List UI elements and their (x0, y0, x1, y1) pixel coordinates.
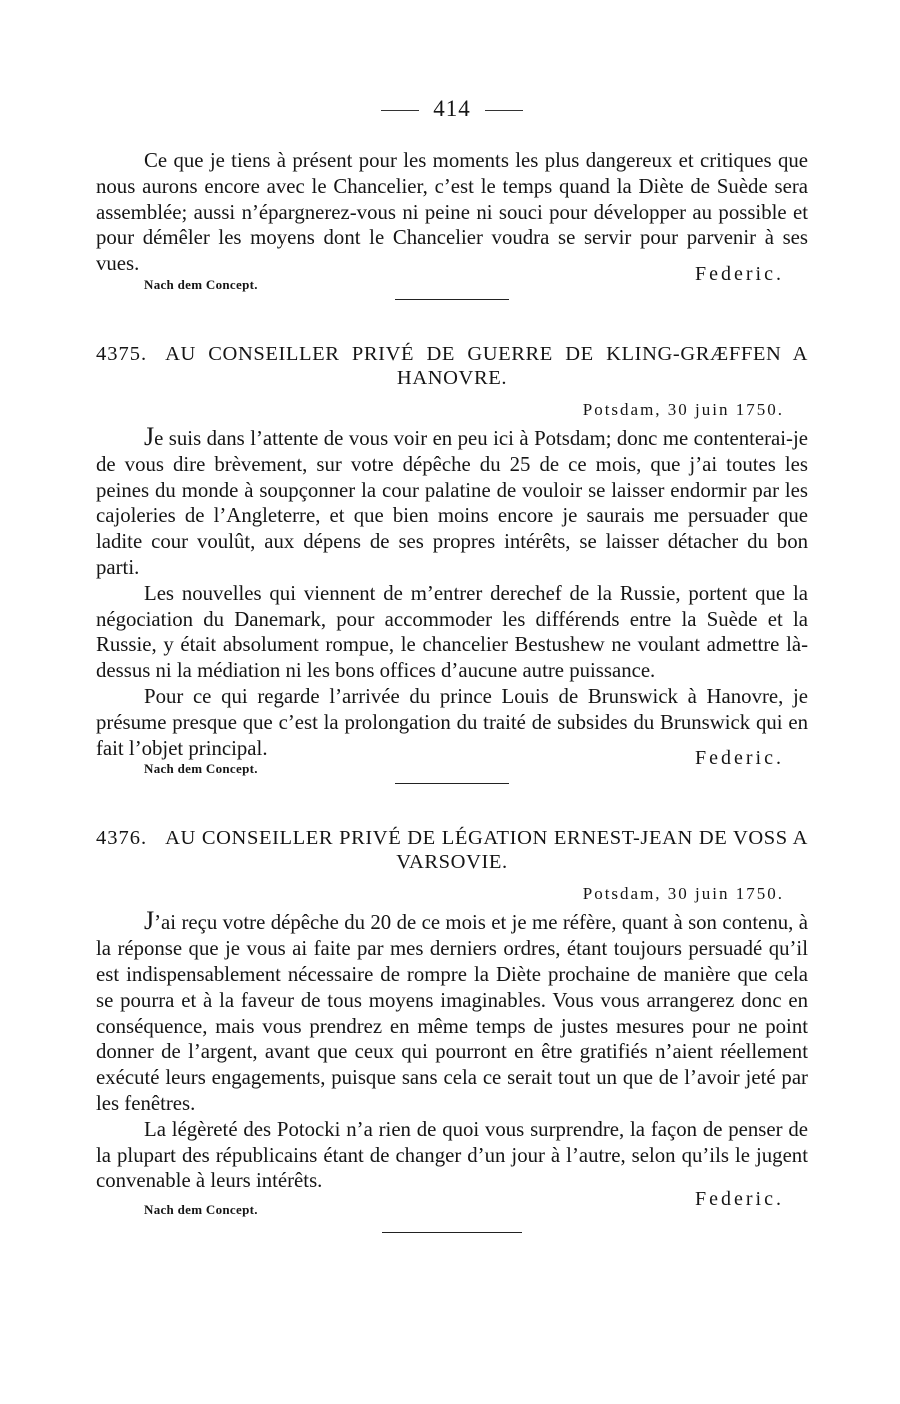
drop-cap: J (144, 906, 155, 936)
letter-heading-4375 (96, 342, 808, 390)
intro-source-note: Nach dem Concept. (144, 276, 258, 292)
page-number-dash-right (485, 110, 523, 111)
letter-number: 4375. (96, 342, 148, 365)
letter-source-note: Nach dem Concept. (144, 1202, 258, 1218)
letter-title: AU CONSEILLER PRIVÉ DE GUERRE DE KLING-GRÆFFEN A HANOVRE. (165, 342, 808, 389)
document-page (96, 96, 808, 1233)
intro-paragraph: Ce que je tiens à présent pour les moments les plus dangereux et critiques que nous aurons encore avec le Chancelier, c’est le temps quand la Diète de Suède sera assemblée; aussi n’épargnerez-vous ni peine ni souci pour développer au possible et pour démêler les moyens dont le Chancelier voudra se servir pour parvenir à ses vues. (96, 149, 808, 276)
letter-paragraph (96, 421, 808, 581)
letter-signature: Federic. (695, 747, 784, 770)
letter-source-note: Nach dem Concept. (144, 761, 258, 777)
section-divider (395, 783, 509, 784)
letter-dateline: Potsdam, 30 juin 1750. (582, 884, 784, 904)
letter-number: 4376. (96, 827, 148, 850)
letter-title: AU CONSEILLER PRIVÉ DE LÉGATION ERNEST-JEAN DE VOSS A VARSOVIE. (165, 827, 808, 874)
letter-signature-row (96, 1188, 808, 1220)
page-number-header (96, 96, 808, 126)
drop-cap: J (144, 421, 155, 451)
letter-paragraph: Pour ce qui regarde l’arrivée du prince Louis de Brunswick à Hanovre, je présume presque que c’est la prolongation du traité de subsides du Brunswick qui en fait l’objet principal. (96, 684, 808, 760)
letter-signature-row (96, 747, 808, 779)
paragraph-text: e suis dans l’attente de vous voir en peu ici à Potsdam; donc me contenterai-je de vous dire brèvement, sur votre dépêche du 25 de ce mois, que j’ai toutes les peines du monde à soupçonner la cour palatine de vouloir se laisser endormir par les cajoleries de l’Angleterre, et que bien moins encore je saurais me persuader que ladite cour voulût, aux dépens de ses propres intérêts, se laisser détacher du bon parti. (96, 426, 808, 579)
letter-paragraph (96, 908, 808, 1116)
letter-heading-4376 (96, 826, 808, 874)
section-divider (382, 1232, 522, 1233)
intro-signature: Federic. (695, 262, 784, 285)
page-number-dash-left (381, 110, 419, 111)
letter-paragraph: La légèreté des Potocki n’a rien de quoi vous surprendre, la façon de penser de la plupart des républicains étant de changer d’un jour à l’autre, selon qu’ils le jugent convenable à leurs intérêts. (96, 1117, 808, 1193)
paragraph-text: ’ai reçu votre dépêche du 20 de ce mois et je me réfère, quant à son contenu, à la réponse que je vous ai faite par mes derniers ordres, étant toujours persuadé qu’il est indispensablement nécessaire de rompre la Diète prochaine de manière que cela se pourra et à la faveur de tous moyens imaginables. Vous vous arrangerez donc en conséquence, mais vous prendrez en même temps de justes mesures pour ne point donner de l’argent, avant que ceux qui pourront en être gratifiés n’aient réellement exécuté leurs engagements, puisque sans cela ce serait tout un que de l’avoir jeté par les fenêtres. (96, 911, 808, 1115)
letter-signature: Federic. (695, 1188, 784, 1211)
letter-paragraph: Les nouvelles qui viennent de m’entrer derechef de la Russie, portent que la négociation du Danemark, pour accommoder les différends entre la Suède et la Russie, y était absolument rompue, le chancelier Bestushew ne voulant admettre là-dessus ni la médiation ni les bons offices d’aucune autre puissance. (96, 581, 808, 683)
letter-dateline: Potsdam, 30 juin 1750. (582, 399, 784, 419)
page-number: 414 (433, 96, 471, 121)
intro-signature-row (96, 262, 808, 295)
section-divider (395, 299, 509, 300)
